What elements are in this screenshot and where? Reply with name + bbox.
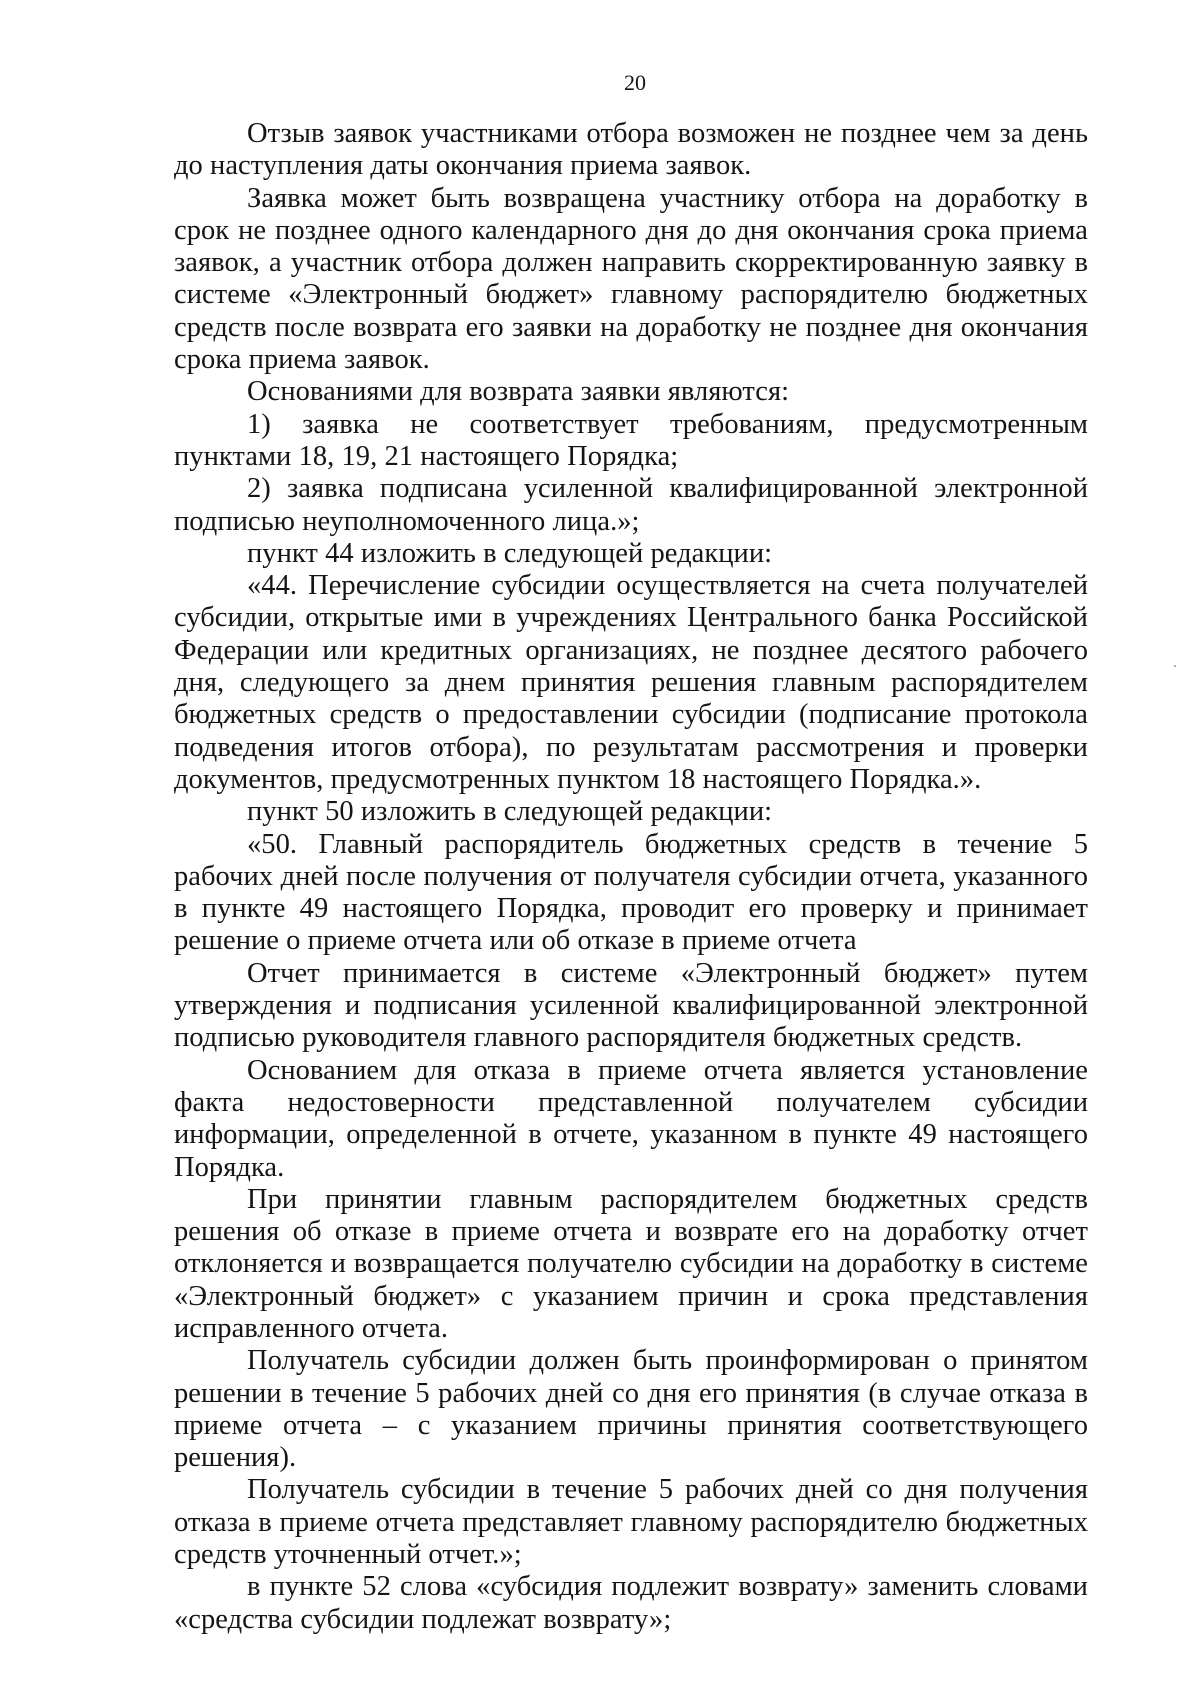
scan-speck xyxy=(1174,665,1176,667)
paragraph: Получатель субсидии должен быть проинформирован о принятом решении в течение 5 рабочих дней со дня его принятия (в случае отказа в приеме отчета – с указанием причины принятия соответствующего решения). xyxy=(174,1345,1088,1474)
paragraph: в пункте 52 слова «субсидия подлежит возврату» заменить словами «средства субсидии подлежат возврату»; xyxy=(174,1571,1088,1635)
paragraph: Отчет принимается в системе «Электронный бюджет» путем утверждения и подписания усиленной квалифицированной электронной подписью руководителя главного распорядителя бюджетных средств. xyxy=(174,957,1088,1054)
document-body xyxy=(174,118,1088,1636)
paragraph: При принятии главным распорядителем бюджетных средств решения об отказе в приеме отчета и возврате его на доработку отчет отклоняется и возвращается получателю субсидии на доработку в системе «Электронный бюджет» с указанием причин и срока представления исправленного отчета. xyxy=(174,1183,1088,1344)
paragraph: «50. Главный распорядитель бюджетных средств в течение 5 рабочих дней после получения от получателя субсидии отчета, указанного в пункте 49 настоящего Порядка, проводит его проверку и принимает решение о приеме отчета или об отказе в приеме отчета xyxy=(174,828,1088,957)
paragraph: пункт 44 изложить в следующей редакции: xyxy=(247,537,773,569)
paragraph: Заявка может быть возвращена участнику отбора на доработку в срок не позднее одного календарного дня до дня окончания срока приема заявок, а участник отбора должен направить скорректированную заявку в системе «Электронный бюджет» главному распорядителю бюджетных средств после возврата его заявки на доработку не позднее дня окончания срока приема заявок. xyxy=(174,182,1088,376)
paragraph: Получатель субсидии в течение 5 рабочих дней со дня получения отказа в приеме отчета представляет главному распорядителю бюджетных средств уточненный отчет.»; xyxy=(174,1474,1088,1571)
paragraph: пункт 50 изложить в следующей редакции: xyxy=(247,796,773,828)
page-number: 20 xyxy=(624,70,646,95)
list-item: 1) заявка не соответствует требованиям, предусмотренным пунктами 18, 19, 21 настоящего Порядка; xyxy=(174,408,1088,472)
paragraph: Основаниями для возврата заявки являются: xyxy=(247,376,790,408)
paragraph: Отзыв заявок участниками отбора возможен не позднее чем за день до наступления даты окончания приема заявок. xyxy=(174,118,1088,182)
paragraph: Основанием для отказа в приеме отчета является установление факта недостоверности представленной получателем субсидии информации, определенной в отчете, указанном в пункте 49 настоящего Порядка. xyxy=(174,1054,1088,1183)
paragraph: «44. Перечисление субсидии осуществляется на счета получателей субсидии, открытые ими в учреждениях Центрального банка Российской Федерации или кредитных организациях, не позднее десятого рабочего дня, следующего за днем принятия решения главным распорядителем бюджетных средств о предоставлении субсидии (подписание протокола подведения итогов отбора), по результатам рассмотрения и проверки документов, предусмотренных пунктом 18 настоящего Порядка.». xyxy=(174,570,1088,795)
list-item: 2) заявка подписана усиленной квалифицированной электронной подписью неуполномоченного лица.»; xyxy=(174,473,1088,537)
